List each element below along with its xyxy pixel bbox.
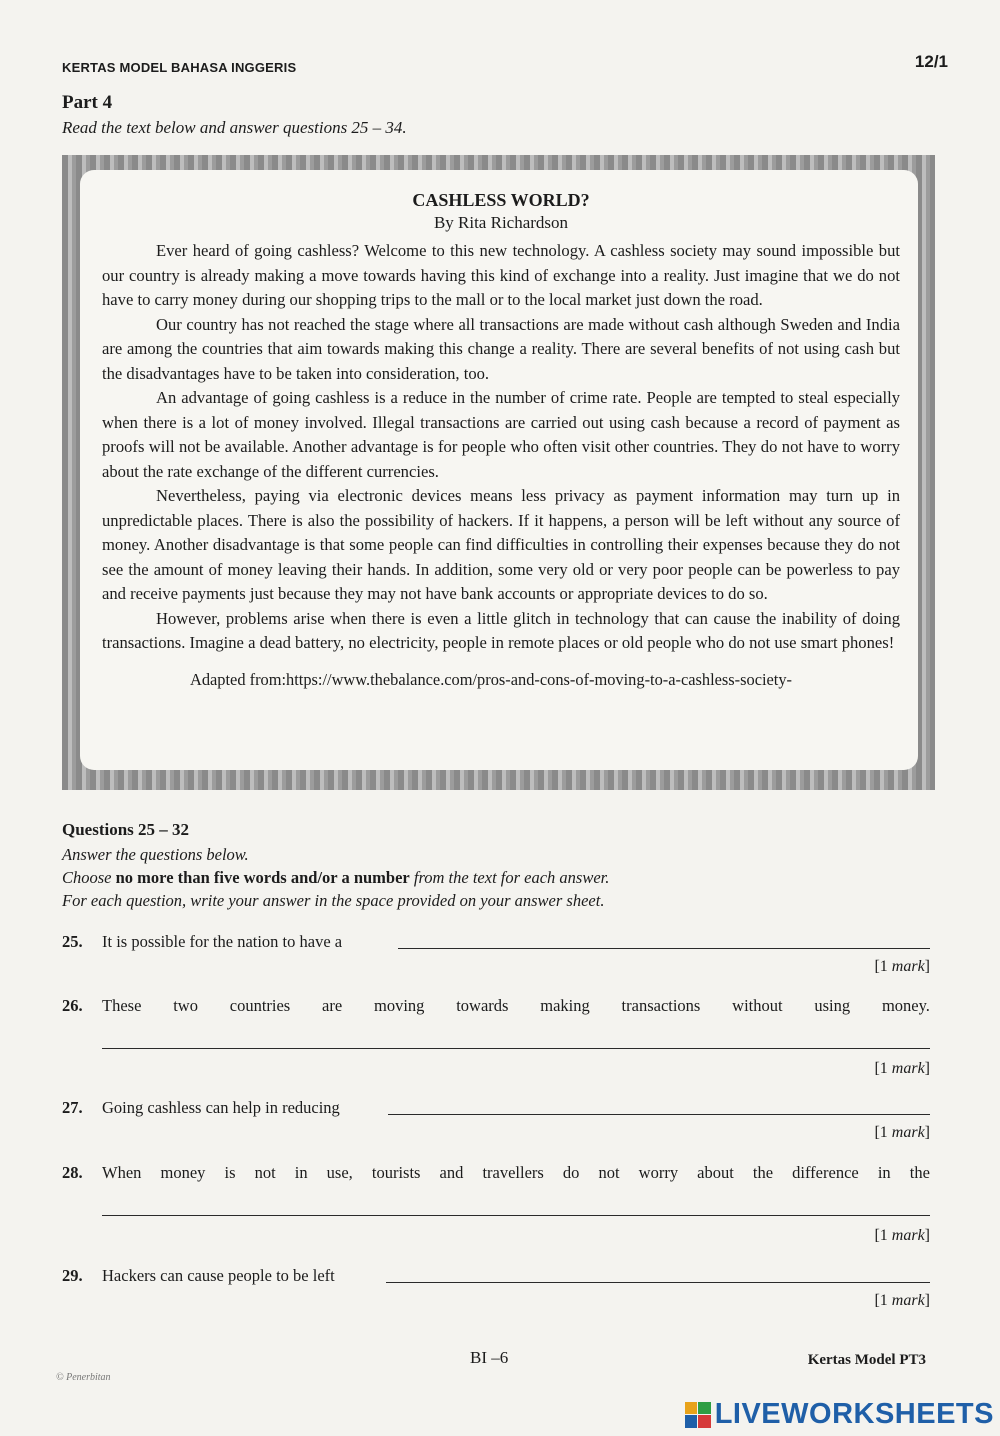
liveworksheets-brand[interactable] [685, 1398, 994, 1431]
question-word: money. [881, 996, 930, 1015]
question-word: two [173, 996, 198, 1015]
question-text: Going cashless can help in reducing [102, 1098, 340, 1117]
question-word: not [254, 1163, 276, 1182]
brand-name: LIVEWORKSHEETS [714, 1398, 994, 1430]
question-word: countries [229, 996, 291, 1015]
footer-series: Kertas Model PT3 [807, 1352, 926, 1368]
question-word: using [814, 996, 851, 1015]
article-source: Adapted from:https://www.thebalance.com/pros-and-cons-of-moving-to-a-cashless-society- [190, 669, 793, 689]
mark-label: [1 mark] [874, 1124, 930, 1141]
question-word: not [598, 1163, 620, 1182]
article-paragraph: An advantage of going cashless is a reduce in the number of crime rate. People are tempted to steal especially when there is a lot of money involved. Illegal transactions are carried out using cash because a record of payment as proofs will not be available. Another advantage is for people who often visit other countries. They do not have to worry about the rate exchange of the different currencies. [102, 388, 900, 481]
part-title: Part 4 [62, 92, 113, 113]
part-instruction: Read the text below and answer questions 25 – 34. [62, 118, 407, 137]
article-paragraph: Ever heard of going cashless? Welcome to this new technology. A cashless society may sound impossible but our country is already making a move towards having this kind of exchange into a reality. Just imagine that we do not have to carry money during our shopping trips to the mall or to the local market just down the road. [102, 241, 900, 309]
logo-square [685, 1402, 698, 1415]
question-word: is [224, 1163, 236, 1182]
mark-label: [1 mark] [874, 958, 930, 975]
questions-instruction-choose: Choose no more than five words and/or a number from the text for each answer. [62, 868, 610, 887]
question-word: towards [456, 996, 509, 1015]
question-word: about [697, 1163, 734, 1182]
question-word: money [160, 1163, 206, 1182]
question-29 [62, 1266, 930, 1316]
question-word: moving [373, 996, 425, 1015]
mark-label: [1 mark] [874, 1292, 930, 1309]
page-number: BI –6 [470, 1348, 509, 1367]
question-word: in [877, 1163, 891, 1182]
question-word: transactions [621, 996, 701, 1015]
article-title: CASHLESS WORLD? [412, 190, 590, 210]
answer-blank-28[interactable] [102, 1215, 930, 1216]
question-number: 27. [62, 1098, 83, 1117]
question-word: without [732, 996, 783, 1015]
article-paragraph: Our country has not reached the stage where all transactions are made without cash although Sweden and India are among the countries that aim towards making this change a reality. There are several benefits of not using cash but the disadvantages have to be taken into consideration, too. [102, 314, 900, 383]
article-box [80, 170, 918, 770]
question-text: It is possible for the nation to have a [102, 932, 343, 951]
question-number: 25. [62, 932, 83, 951]
question-26 [62, 996, 930, 1082]
questions-instruction: Answer the questions below. [62, 845, 249, 864]
question-word: use, [326, 1163, 353, 1182]
question-word: difference [792, 1163, 859, 1182]
logo-square [698, 1402, 711, 1415]
paper-header: KERTAS MODEL BAHASA INGGERIS [62, 60, 297, 75]
question-27 [62, 1098, 930, 1148]
paper-code: 12/1 [914, 52, 948, 71]
logo-square [698, 1415, 711, 1428]
question-text [102, 996, 930, 1016]
question-word: in [294, 1163, 308, 1182]
question-word: tourists [371, 1163, 421, 1182]
mark-label: [1 mark] [874, 1227, 930, 1244]
question-text [102, 1163, 930, 1183]
questions-instruction-write: For each question, write your answer in the space provided on your answer sheet. [62, 891, 605, 910]
question-word: travellers [482, 1163, 544, 1182]
mark-label: [1 mark] [874, 1060, 930, 1077]
article-paragraph: Nevertheless, paying via electronic devices means less privacy as payment information may turn up in unpredictable places. There is also the possibility of hackers. If it happens, a person will be left without any source of money. Another disadvantage is that some people can find difficulties in controlling their expenses because they do not see the amount of money leaving their hands. In addition, some very old or very poor people can be powerless to pay and receive payments just because they may not have bank accounts or appropriate devices to do so. [102, 486, 900, 603]
liveworksheets-logo-icon [685, 1402, 711, 1428]
question-25 [62, 932, 930, 982]
answer-blank-27[interactable] [388, 1114, 930, 1115]
question-word: are [322, 996, 343, 1015]
question-word: do [562, 1163, 580, 1182]
question-word: the [909, 1163, 930, 1182]
answer-blank-29[interactable] [386, 1282, 930, 1283]
question-28 [62, 1163, 930, 1249]
question-number: 26. [62, 996, 83, 1015]
question-word: When [102, 1163, 142, 1182]
question-word: These [102, 996, 142, 1015]
question-number: 29. [62, 1266, 83, 1285]
answer-blank-25[interactable] [398, 948, 930, 949]
question-word: worry [638, 1163, 679, 1182]
question-word: and [439, 1163, 464, 1182]
article-author: By Rita Richardson [433, 213, 569, 232]
question-word: the [752, 1163, 774, 1182]
question-text: Hackers can cause people to be left [102, 1266, 335, 1285]
question-number: 28. [62, 1163, 83, 1182]
publisher-stamp: © Penerbitan [56, 1372, 111, 1383]
article-paragraph: However, problems arise when there is even a little glitch in technology that can cause the inability of doing transactions. Imagine a dead battery, no electricity, people in remote places or old people who do not use smart phones! [102, 608, 900, 652]
questions-heading: Questions 25 – 32 [62, 820, 190, 839]
answer-blank-26[interactable] [102, 1048, 930, 1049]
logo-square [685, 1415, 698, 1428]
question-word: making [540, 996, 590, 1015]
